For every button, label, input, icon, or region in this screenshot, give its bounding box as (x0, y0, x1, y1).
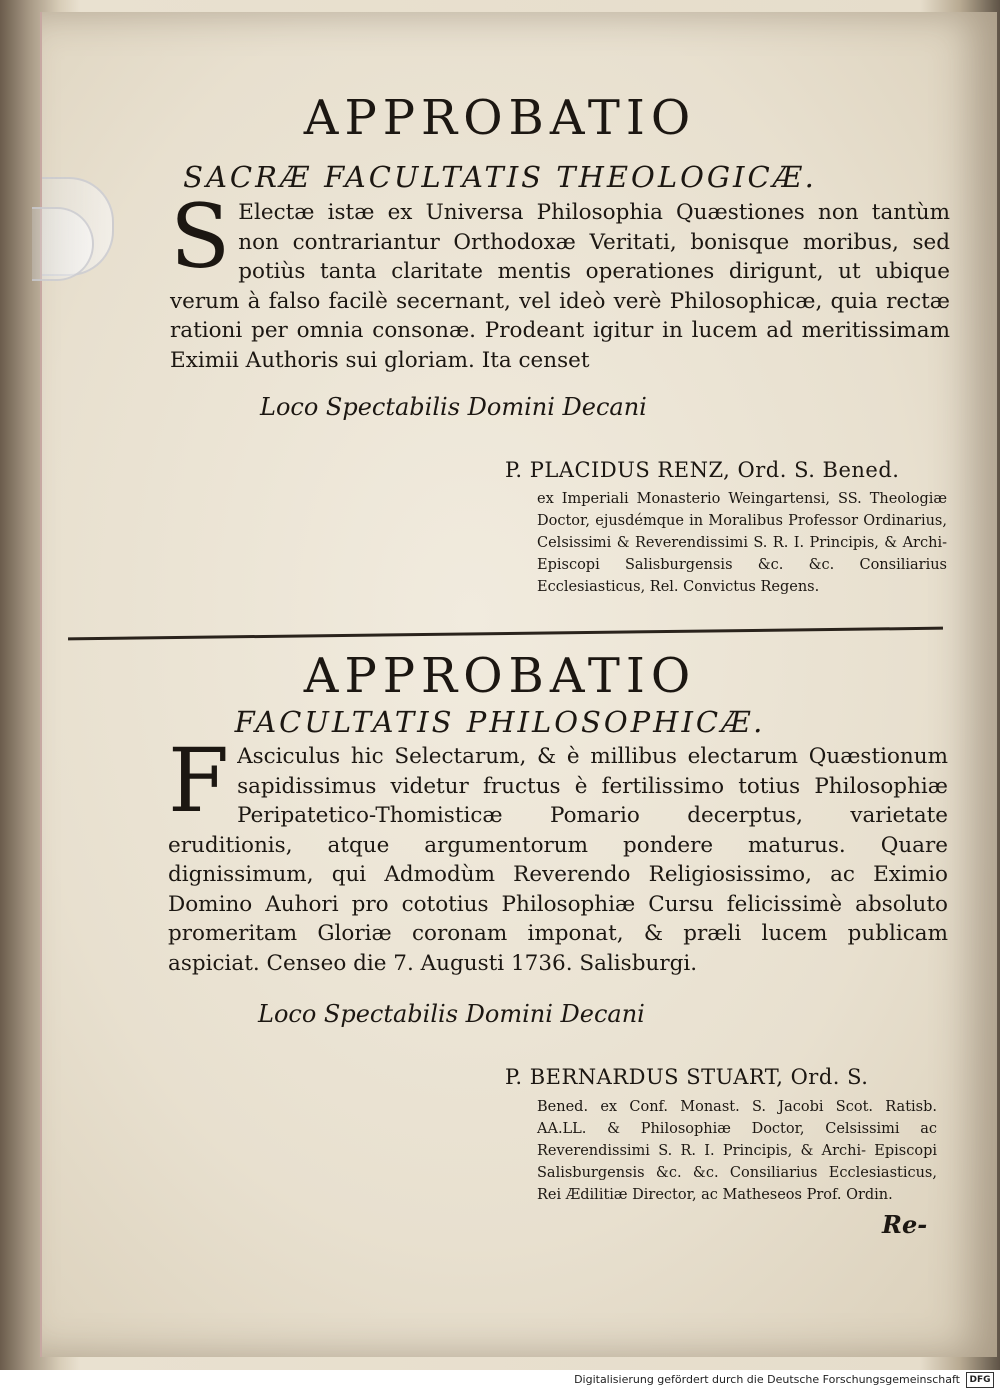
drop-cap-s: S (170, 185, 231, 288)
approbatio-body-2: Asciculus hic Selectarum, & è millibus electarum Quæstionum sapidissimus videtur fructus è fertilissimo totius Philosophiæ Peripatetico-Thomisticæ Pomario decerptus, varietate eruditionis, atque argumentorum pondere maturus. Quare dignissimum, qui Admodùm Reverendo Religiosissimo, ac Eximio Domino Auhori pro cototius Philosophiæ Cursu felicissimè absoluto promeritam Gloriæ coronam imponat, & præli lucem publicam aspiciat. Censeo die 7. Augusti 1736. Salisburgi. (168, 744, 948, 976)
signer-titles-2: Bened. ex Conf. Monast. S. Jacobi Scot. Ratisb. AA.LL. & Philosophiæ Doctor, Celsissimi ac Reverendissimi S. R. I. Principis, & Archi- Episcopi Salisburgensis &c. &c. Consiliarius Ecclesiasticus, Rei Ædilitiæ Director, ac Matheseos Prof. Ordin. (537, 1099, 937, 1203)
signer-name-1: P. PLACIDUS RENZ, Ord. S. Bened. (505, 458, 900, 482)
catchword: Re- (882, 1210, 928, 1239)
loco-decani-1: Loco Spectabilis Domini Decani (260, 393, 647, 421)
dfg-logo: DFG (966, 1372, 994, 1388)
drop-cap-f: F (168, 729, 230, 832)
signer-titles-1: ex Imperiali Monasterio Weingartensi, SS. Theologiæ Doctor, ejusdémque in Moralibus Professor Ordinarius, Celsissimi & Reverendissimi S. R. I. Principis, & Archi-Episcopi Salisburgensis &c. &c. Consiliarius Ecclesiasticus, Rel. Convictus Regens. (537, 491, 947, 595)
loco-decani-2: Loco Spectabilis Domini Decani (258, 1000, 645, 1028)
approbatio-text-2 (168, 729, 948, 978)
approbatio-title-2: APPROBATIO (303, 648, 697, 704)
footer-text: Digitalisierung gefördert durch die Deutsche Forschungsgemeinschaft (574, 1373, 960, 1386)
approbatio-text-1 (170, 185, 950, 375)
approbatio-subtitle-1: SACRÆ FACULTATIS THEOLOGICÆ. (183, 160, 817, 194)
approbatio-title-1: APPROBATIO (303, 90, 697, 146)
approbatio-body-1: Electæ istæ ex Universa Philosophia Quæstiones non tantùm non contrariantur Orthodoxæ Veritati, bonisque moribus, sed potiùs tanta claritate mentis operationes dirigunt, ut ubique verum à falso facilè secernant, vel ideò verè Philosophicæ, quia rectæ rationi per omnia consonæ. Prodeant igitur in lucem ad meritissimam Eximii Authoris sui gloriam. Ita censet (170, 200, 950, 373)
footer-bar (0, 1370, 1000, 1389)
signer-name-2: P. BERNARDUS STUART, Ord. S. (505, 1065, 869, 1089)
approbatio-subtitle-2: FACULTATIS PHILOSOPHICÆ. (234, 705, 766, 739)
